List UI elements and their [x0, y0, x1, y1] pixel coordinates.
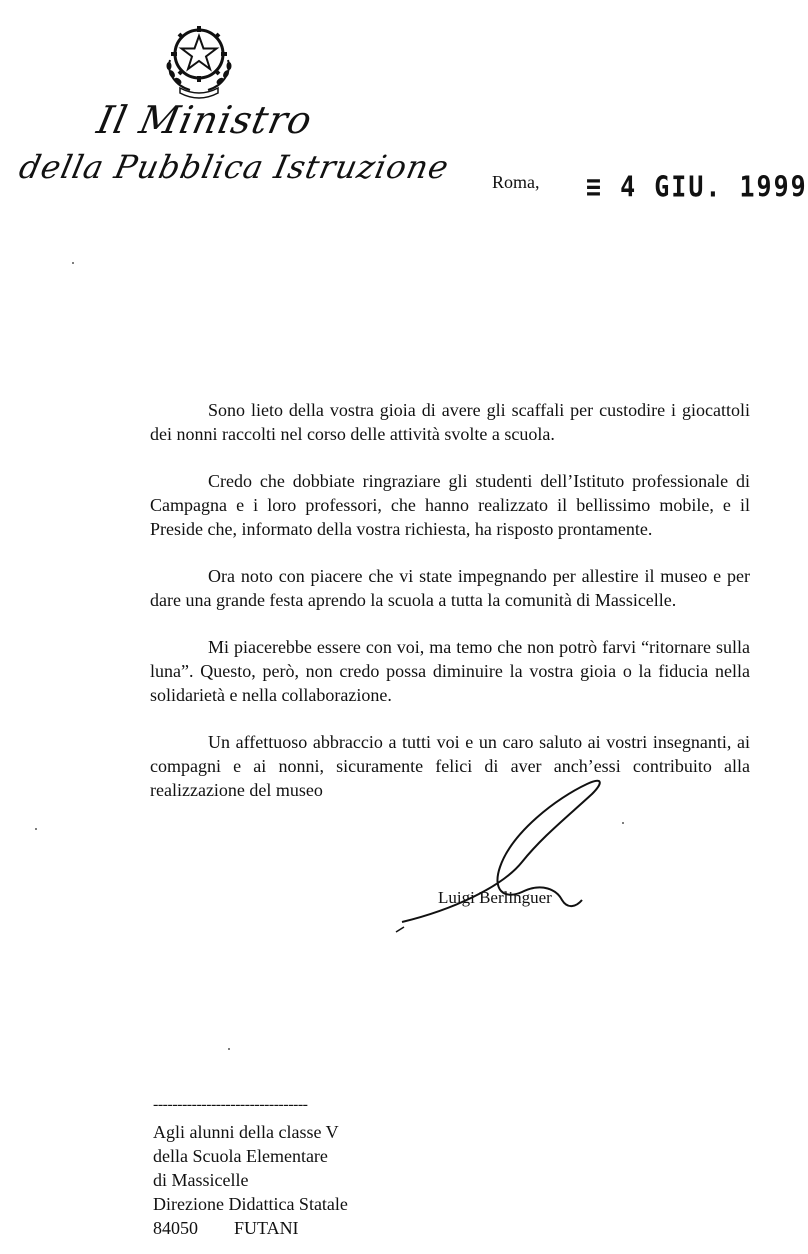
paragraph: Mi piacerebbe essere con voi, ma temo che non potrò farvi “ritornare sulla luna”. Questo, però, non credo possa diminuire la vostra gioia o la fiducia nella solidarietà e nella collaborazione.: [150, 637, 750, 705]
paragraph: Ora noto con piacere che vi state impegnando per allestire il museo e per dare una grande festa aprendo la scuola a tutta la comunità di Massicelle.: [150, 566, 750, 610]
letter-body: [150, 398, 750, 825]
signature-name: Luigi Berlinguer: [438, 888, 552, 907]
paragraph: Sono lieto della vostra gioia di avere gli scaffali per custodire i giocattoli dei nonni raccolti nel corso delle attività svolte a scuola.: [150, 400, 750, 444]
date-stamp-dash: ≡: [586, 169, 604, 204]
recipient-address: [153, 1120, 348, 1240]
letterhead-title: Il Ministro: [93, 98, 317, 142]
scan-speck: [228, 1048, 230, 1050]
scan-speck: [72, 262, 74, 264]
scan-speck: [622, 822, 624, 824]
address-line: della Scuola Elementare: [153, 1146, 328, 1166]
scan-speck: [35, 828, 37, 830]
star-emblem-icon: [160, 18, 238, 98]
address-line: Direzione Didattica Statale: [153, 1194, 348, 1214]
letterhead-subtitle: della Pubblica Istruzione: [15, 148, 453, 186]
address-line: 84050 FUTANI: [153, 1218, 299, 1238]
paragraph: Credo che dobbiate ringraziare gli studenti dell’Istituto professionale di Campagna e i loro professori, che hanno realizzato il bellissimo mobile, e il Preside che, informato della vostra richiesta, ha risposto prontamente.: [150, 471, 750, 539]
address-line: Agli alunni della classe V: [153, 1122, 339, 1142]
date-stamp: [586, 170, 808, 203]
paragraph: Un affettuoso abbraccio a tutti voi e un caro saluto ai vostri insegnanti, ai compagni e ai nonni, sicuramente felici di aver anch’essi contribuito alla realizzazione del museo: [150, 732, 750, 800]
signature-flourish: [392, 782, 612, 932]
recipient-divider: --------------------------------: [153, 1096, 308, 1113]
date-stamp-text: 4 GIU. 1999: [620, 169, 808, 204]
dateline-place: Roma,: [492, 172, 540, 192]
address-line: di Massicelle: [153, 1170, 249, 1190]
republic-emblem: [160, 18, 238, 98]
